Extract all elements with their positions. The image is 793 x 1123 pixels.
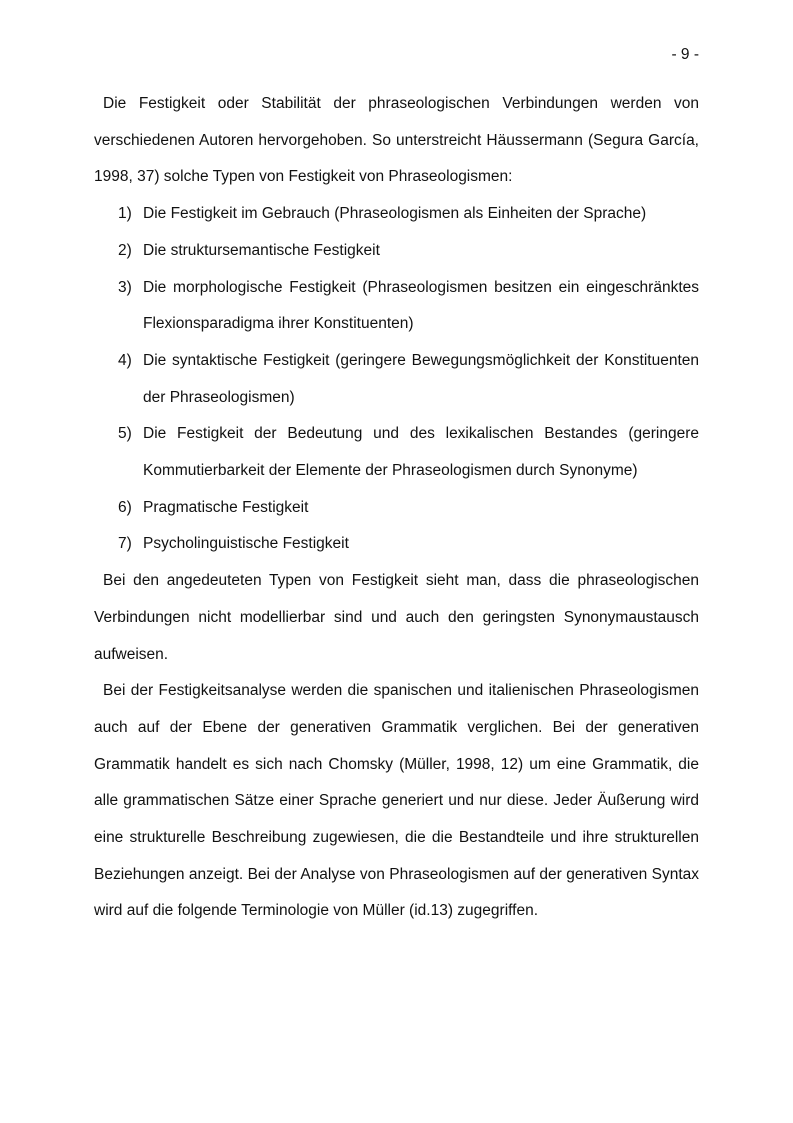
list-item-number: 2) — [118, 241, 132, 259]
list-item-number: 6) — [118, 498, 132, 516]
list-item-number: 5) — [118, 425, 132, 443]
list-item-number: 3) — [118, 278, 132, 296]
list-item-text: Psycholinguistische Festigkeit — [143, 535, 349, 553]
paragraph-3: Bei der Festigkeitsanalyse werden die spanischen und italienischen Phraseologismen auch auf der Ebene der generativen Grammatik verglichen. Bei der generativen Grammatik handelt es sich nach Chomsky (Müller, 1998, 12) um eine Grammatik, die alle grammatischen Sätze einer Sprache generiert und nur diese. Jeder Äußerung wird eine strukturelle Beschreibung zugewiesen, die die Bestandteile und ihre strukturellen Beziehungen anzeigt. Bei der Analyse von Phraseologismen auf der generativen Syntax wird auf die folgende Terminologie von Müller (id.13) zugegriffen. — [94, 682, 699, 920]
intro-paragraph: Die Festigkeit oder Stabilität der phraseologischen Verbindungen werden von verschiedenen Autoren hervorgehoben. So unterstreicht Häussermann (Segura García, 1998, 37) solche Typen von Festigkeit von Phraseologismen: — [94, 95, 699, 186]
list-item — [94, 343, 699, 416]
list-item — [94, 416, 699, 489]
document-body — [94, 86, 699, 930]
festigkeit-list — [94, 196, 699, 563]
list-item-text: Pragmatische Festigkeit — [143, 498, 309, 516]
list-item-text: Die struktursemantische Festigkeit — [143, 241, 380, 259]
list-item-number: 4) — [118, 351, 132, 369]
list-item-number: 1) — [118, 205, 132, 223]
list-item-number: 7) — [118, 535, 132, 553]
list-item-text: Die Festigkeit der Bedeutung und des lexikalischen Bestandes (geringere Kommutierbarkeit der Elemente der Phraseologismen durch Synonyme) — [143, 425, 699, 480]
list-item — [94, 526, 699, 563]
list-item — [94, 196, 699, 233]
list-item-text: Die syntaktische Festigkeit (geringere Bewegungsmöglichkeit der Konstituenten der Phraseologismen) — [143, 351, 699, 406]
list-item-text: Die Festigkeit im Gebrauch (Phraseologismen als Einheiten der Sprache) — [143, 205, 647, 223]
paragraph-2: Bei den angedeuteten Typen von Festigkeit sieht man, dass die phraseologischen Verbindungen nicht modellierbar sind und auch den geringsten Synonymaustausch aufweisen. — [94, 572, 699, 663]
list-item-text: Die morphologische Festigkeit (Phraseologismen besitzen ein eingeschränktes Flexionsparadigma ihrer Konstituenten) — [143, 278, 699, 333]
list-item — [94, 233, 699, 270]
list-item — [94, 490, 699, 527]
list-item — [94, 270, 699, 343]
page-number: - 9 - — [671, 46, 699, 63]
